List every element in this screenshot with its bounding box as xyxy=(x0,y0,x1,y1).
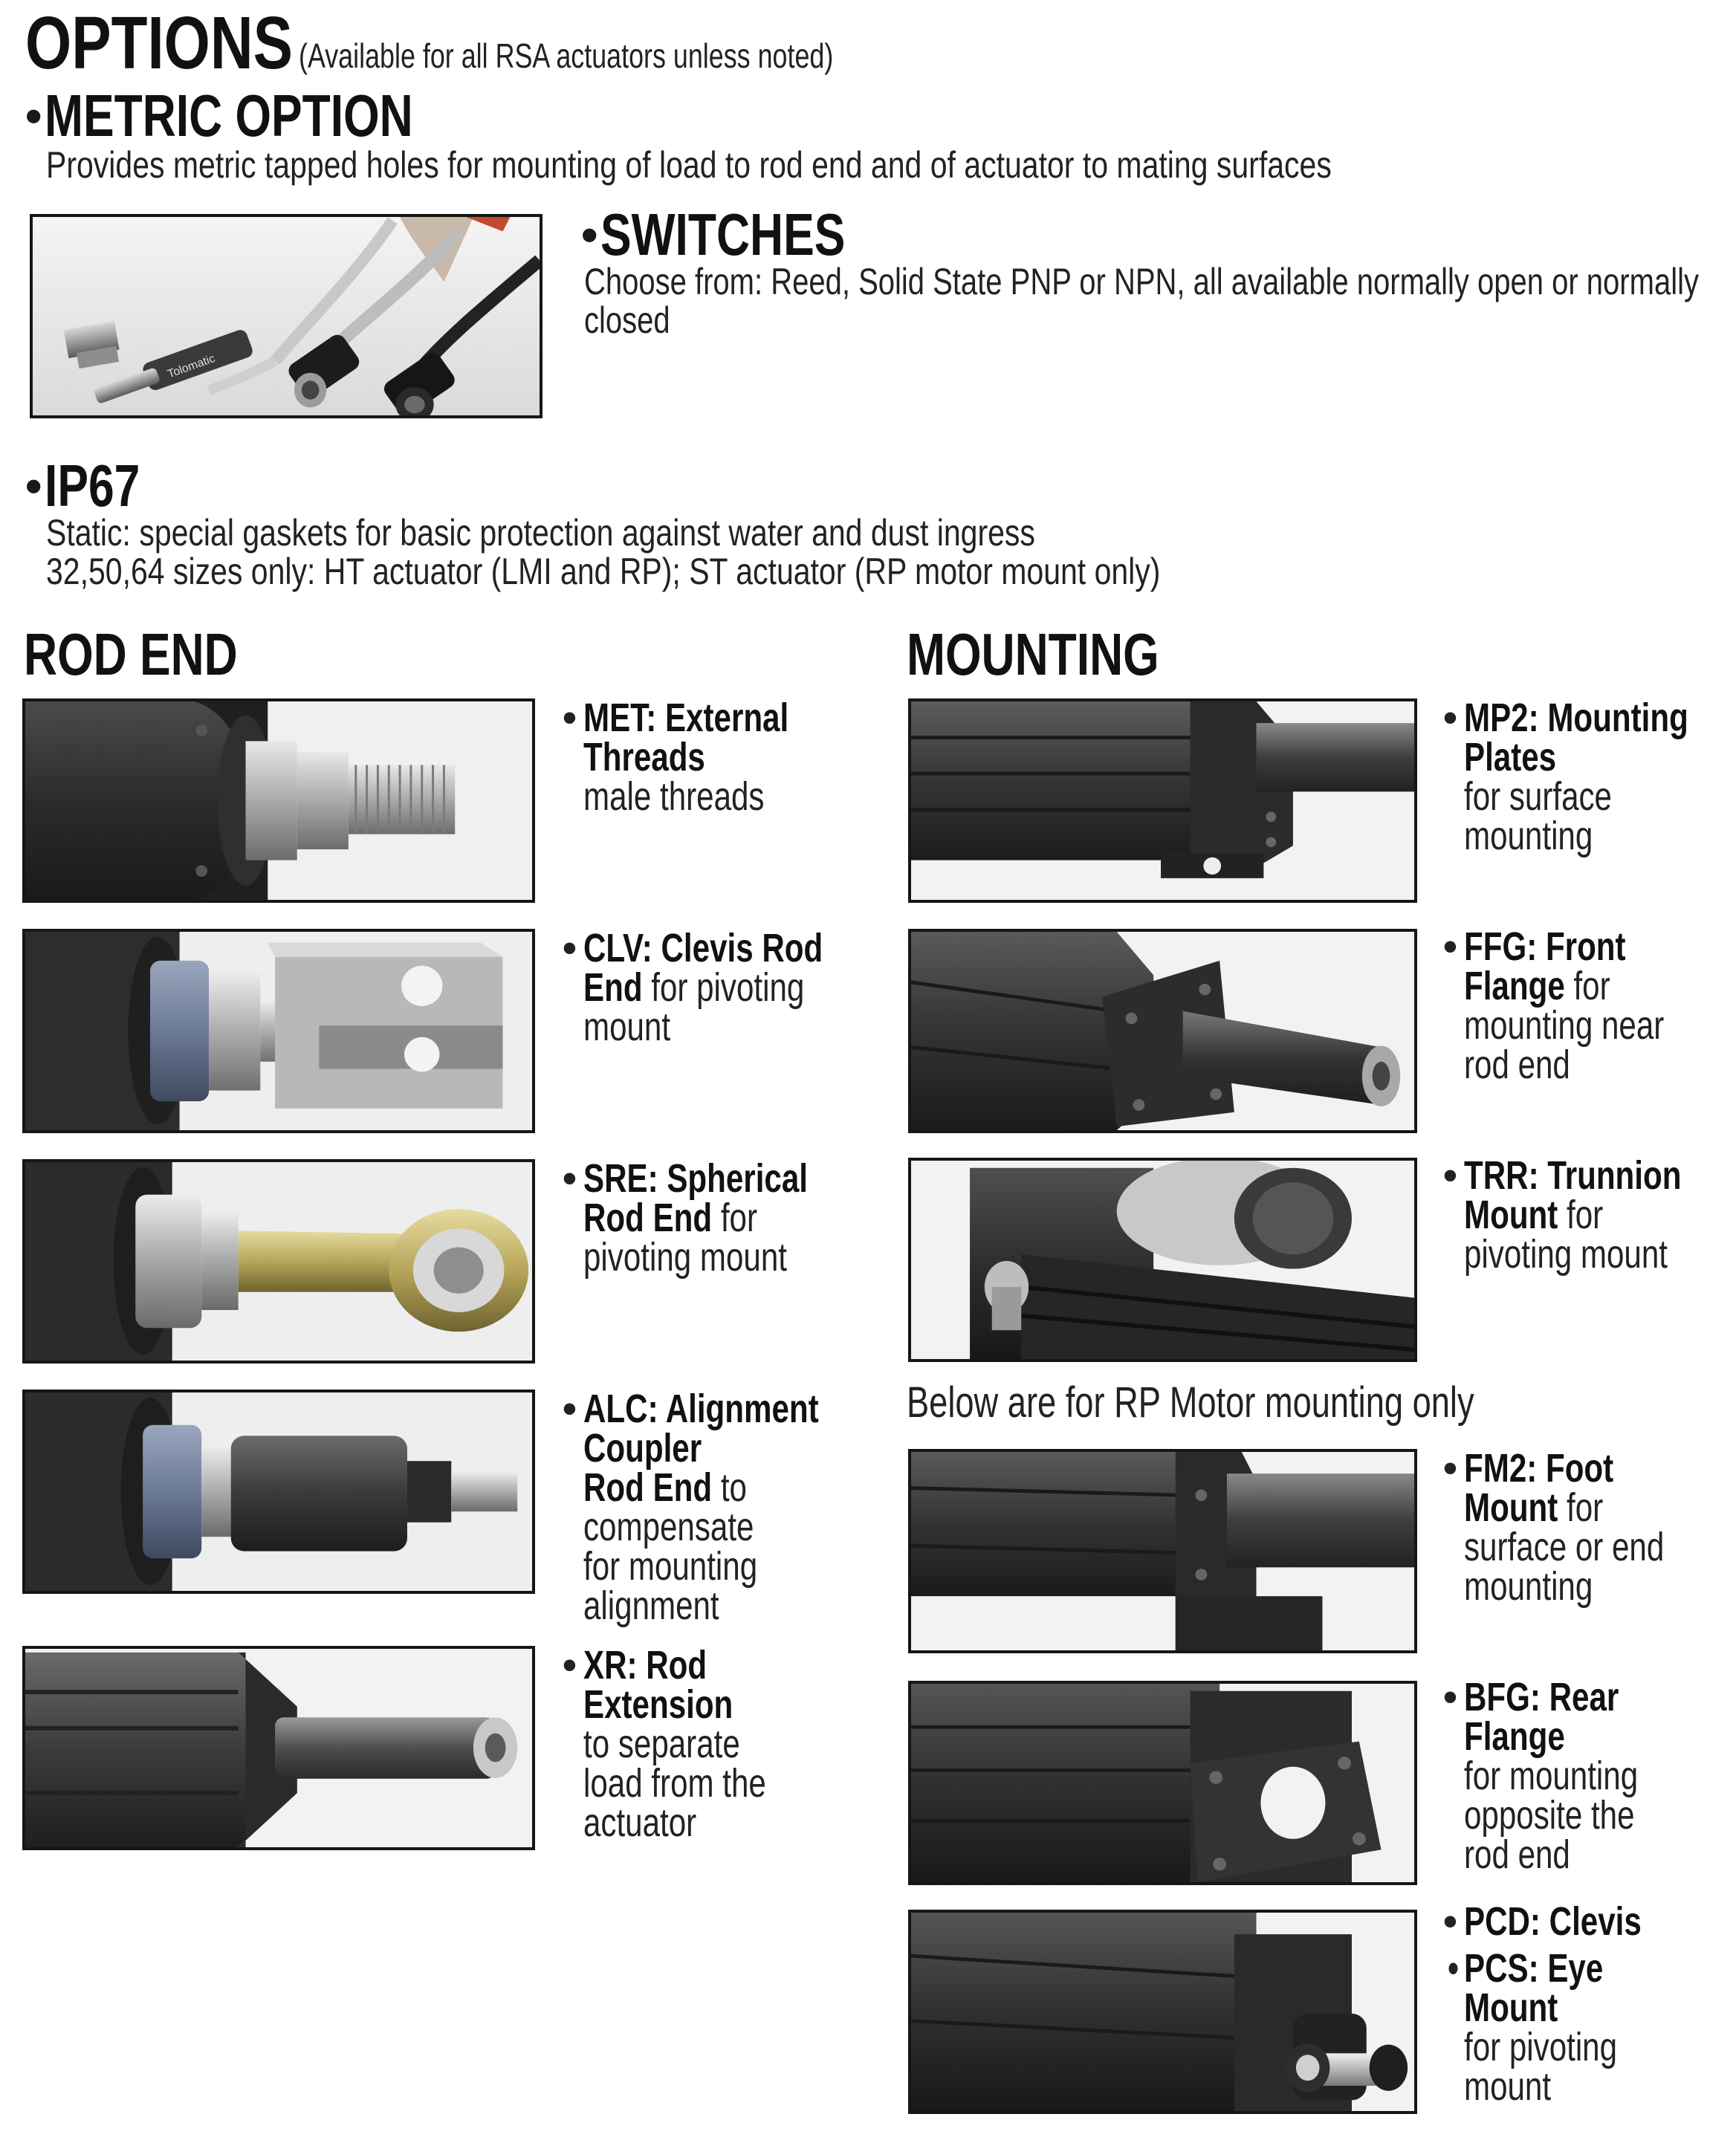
switches-desc-line2: closed xyxy=(584,299,670,341)
mounting-pcd-pcs-photo xyxy=(908,1910,1417,2114)
ip67-line1-wrap xyxy=(46,513,1532,553)
mounting-pcd-pcs-text xyxy=(1443,1899,1732,2109)
option-desc: compensate xyxy=(583,1505,754,1549)
ip67-line1: Static: special gaskets for basic protection against water and dust ingress xyxy=(46,512,1035,554)
option-desc: rod end xyxy=(1464,1832,1570,1877)
ip67-heading xyxy=(25,453,471,519)
mounting-fm2-text xyxy=(1443,1446,1732,1609)
option-desc: pivoting mount xyxy=(583,1235,787,1280)
option-desc: opposite the xyxy=(1464,1793,1635,1838)
switch-brand-label: Tolomatic xyxy=(166,352,217,381)
mounting-ffg-text xyxy=(1443,924,1732,1087)
page-title: OPTIONS xyxy=(25,1,294,85)
option-code: MET: External xyxy=(583,696,789,740)
mounting-mp2-photo xyxy=(908,698,1417,903)
metric-title: METRIC OPTION xyxy=(45,82,414,149)
option-code: TRR: Trunnion xyxy=(1464,1153,1682,1198)
bullet-icon: • xyxy=(1443,1446,1457,1491)
bullet-icon: • xyxy=(1448,1946,1459,1991)
option-desc: for pivoting xyxy=(642,965,805,1010)
page-subtitle: (Available for all RSA actuators unless noted) xyxy=(299,36,834,75)
option-code-cont: Extension xyxy=(583,1682,733,1727)
option-desc: for surface xyxy=(1464,774,1612,819)
option-desc: mounting xyxy=(1464,814,1593,858)
option-desc: mount xyxy=(583,1005,671,1049)
switches-photo xyxy=(30,214,542,418)
mounting-mp2-text xyxy=(1443,696,1732,858)
mounting-bfg-photo xyxy=(908,1681,1417,1885)
mounting-heading-wrap xyxy=(907,623,1353,687)
rp-motor-note: Below are for RP Motor mounting only xyxy=(907,1378,1474,1427)
bullet-icon: • xyxy=(1443,696,1457,740)
option-code-cont: Flange xyxy=(1464,964,1565,1008)
rod-end-xr-photo xyxy=(22,1646,535,1850)
option-code-cont: Flange xyxy=(1464,1714,1565,1759)
ip67-title: IP67 xyxy=(45,453,140,519)
option-code: MP2: Mounting xyxy=(1464,696,1688,740)
switches-title: SWITCHES xyxy=(600,201,846,268)
ip67-line2: 32,50,64 sizes only: HT actuator (LMI and RP); ST actuator (RP motor mount only) xyxy=(46,551,1161,592)
rod-end-alc-photo xyxy=(22,1390,535,1594)
switches-heading xyxy=(581,201,1324,268)
rod-end-sre-text xyxy=(563,1156,881,1280)
option-desc: alignment xyxy=(583,1583,719,1628)
option-desc: mounting near xyxy=(1464,1003,1665,1048)
option-code-cont: Plates xyxy=(1464,735,1557,779)
mounting-heading: MOUNTING xyxy=(907,621,1159,687)
option-code: SRE: Spherical xyxy=(583,1156,808,1201)
option-desc: for xyxy=(712,1196,757,1240)
option-code-cont: Rod End xyxy=(583,1196,713,1240)
option-desc: male threads xyxy=(583,774,765,819)
option-code-cont: Mount xyxy=(1464,1985,1558,2030)
bullet-icon: • xyxy=(1443,1675,1457,1719)
bullet-icon: • xyxy=(25,459,42,513)
option-desc: for pivoting xyxy=(1464,2025,1618,2069)
option-desc: actuator xyxy=(583,1800,697,1845)
option-desc: for xyxy=(1564,964,1610,1008)
metric-desc: Provides metric tapped holes for mounting of load to rod end and of actuator to mating surfaces xyxy=(46,144,1332,186)
option-desc: load from the xyxy=(583,1761,766,1806)
bullet-icon: • xyxy=(563,1156,577,1201)
option-code: BFG: Rear xyxy=(1464,1675,1619,1719)
option-code: FFG: Front xyxy=(1464,924,1626,969)
option-code: FM2: Foot xyxy=(1464,1446,1614,1491)
page-subtitle-wrap xyxy=(299,37,1042,74)
rp-note-wrap xyxy=(907,1379,1724,1427)
bullet-icon: • xyxy=(1443,1153,1457,1198)
option-desc: to separate xyxy=(583,1722,740,1766)
switches-desc-line1: Choose from: Reed, Solid State PNP or NPN, all available normally open or normally xyxy=(584,261,1699,302)
bullet-icon: • xyxy=(1443,1899,1457,1944)
rod-end-clv-text xyxy=(563,926,881,1049)
mounting-trr-text xyxy=(1443,1153,1732,1277)
bullet-icon: • xyxy=(25,89,42,143)
option-code-cont: End xyxy=(583,965,643,1010)
rod-end-met-text xyxy=(563,696,881,819)
option-desc: mounting xyxy=(1464,1564,1593,1609)
option-desc: for mounting xyxy=(583,1544,758,1589)
rod-end-heading-wrap xyxy=(24,623,470,687)
option-code-cont: Rod End xyxy=(583,1465,713,1510)
rod-end-xr-text xyxy=(563,1643,881,1845)
rod-end-met-photo xyxy=(22,698,535,903)
option-code-cont: Coupler xyxy=(583,1426,702,1471)
option-desc: mount xyxy=(1464,2064,1552,2109)
bullet-icon: • xyxy=(563,926,577,970)
metric-heading xyxy=(25,82,768,149)
rod-end-heading: ROD END xyxy=(24,621,238,687)
bullet-icon: • xyxy=(581,208,598,262)
option-code-cont: Mount xyxy=(1464,1485,1558,1530)
metric-desc-wrap xyxy=(46,144,1681,186)
option-desc: surface or end xyxy=(1464,1525,1665,1569)
option-code-cont: Mount xyxy=(1464,1193,1558,1237)
option-desc: rod end xyxy=(1464,1043,1570,1087)
option-desc: for mounting xyxy=(1464,1754,1639,1798)
bullet-icon: • xyxy=(563,1643,577,1687)
option-code-2: PCS: Eye xyxy=(1464,1946,1604,1991)
mounting-bfg-text xyxy=(1443,1675,1732,1877)
switches-desc-wrap xyxy=(584,262,1729,302)
option-code: ALC: Alignment xyxy=(583,1387,819,1431)
bullet-icon: • xyxy=(563,1387,577,1431)
option-code: PCD: Clevis xyxy=(1464,1899,1642,1944)
option-desc: for xyxy=(1558,1485,1604,1530)
option-code: XR: Rod xyxy=(583,1643,707,1687)
mounting-fm2-photo xyxy=(908,1449,1417,1653)
option-code-cont: Threads xyxy=(583,735,705,779)
option-desc: for xyxy=(1558,1193,1604,1237)
switches-desc-wrap2 xyxy=(584,300,1030,340)
rod-end-sre-photo xyxy=(22,1159,535,1364)
bullet-icon: • xyxy=(563,696,577,740)
rod-end-alc-text xyxy=(563,1387,881,1628)
rod-end-clv-photo xyxy=(22,929,535,1133)
option-desc: to xyxy=(712,1465,747,1510)
mounting-trr-photo xyxy=(908,1158,1417,1362)
bullet-icon: • xyxy=(1443,924,1457,969)
option-code: CLV: Clevis Rod xyxy=(583,926,823,970)
ip67-line2-wrap xyxy=(46,551,1532,591)
option-desc: pivoting mount xyxy=(1464,1232,1668,1277)
mounting-ffg-photo xyxy=(908,929,1417,1133)
